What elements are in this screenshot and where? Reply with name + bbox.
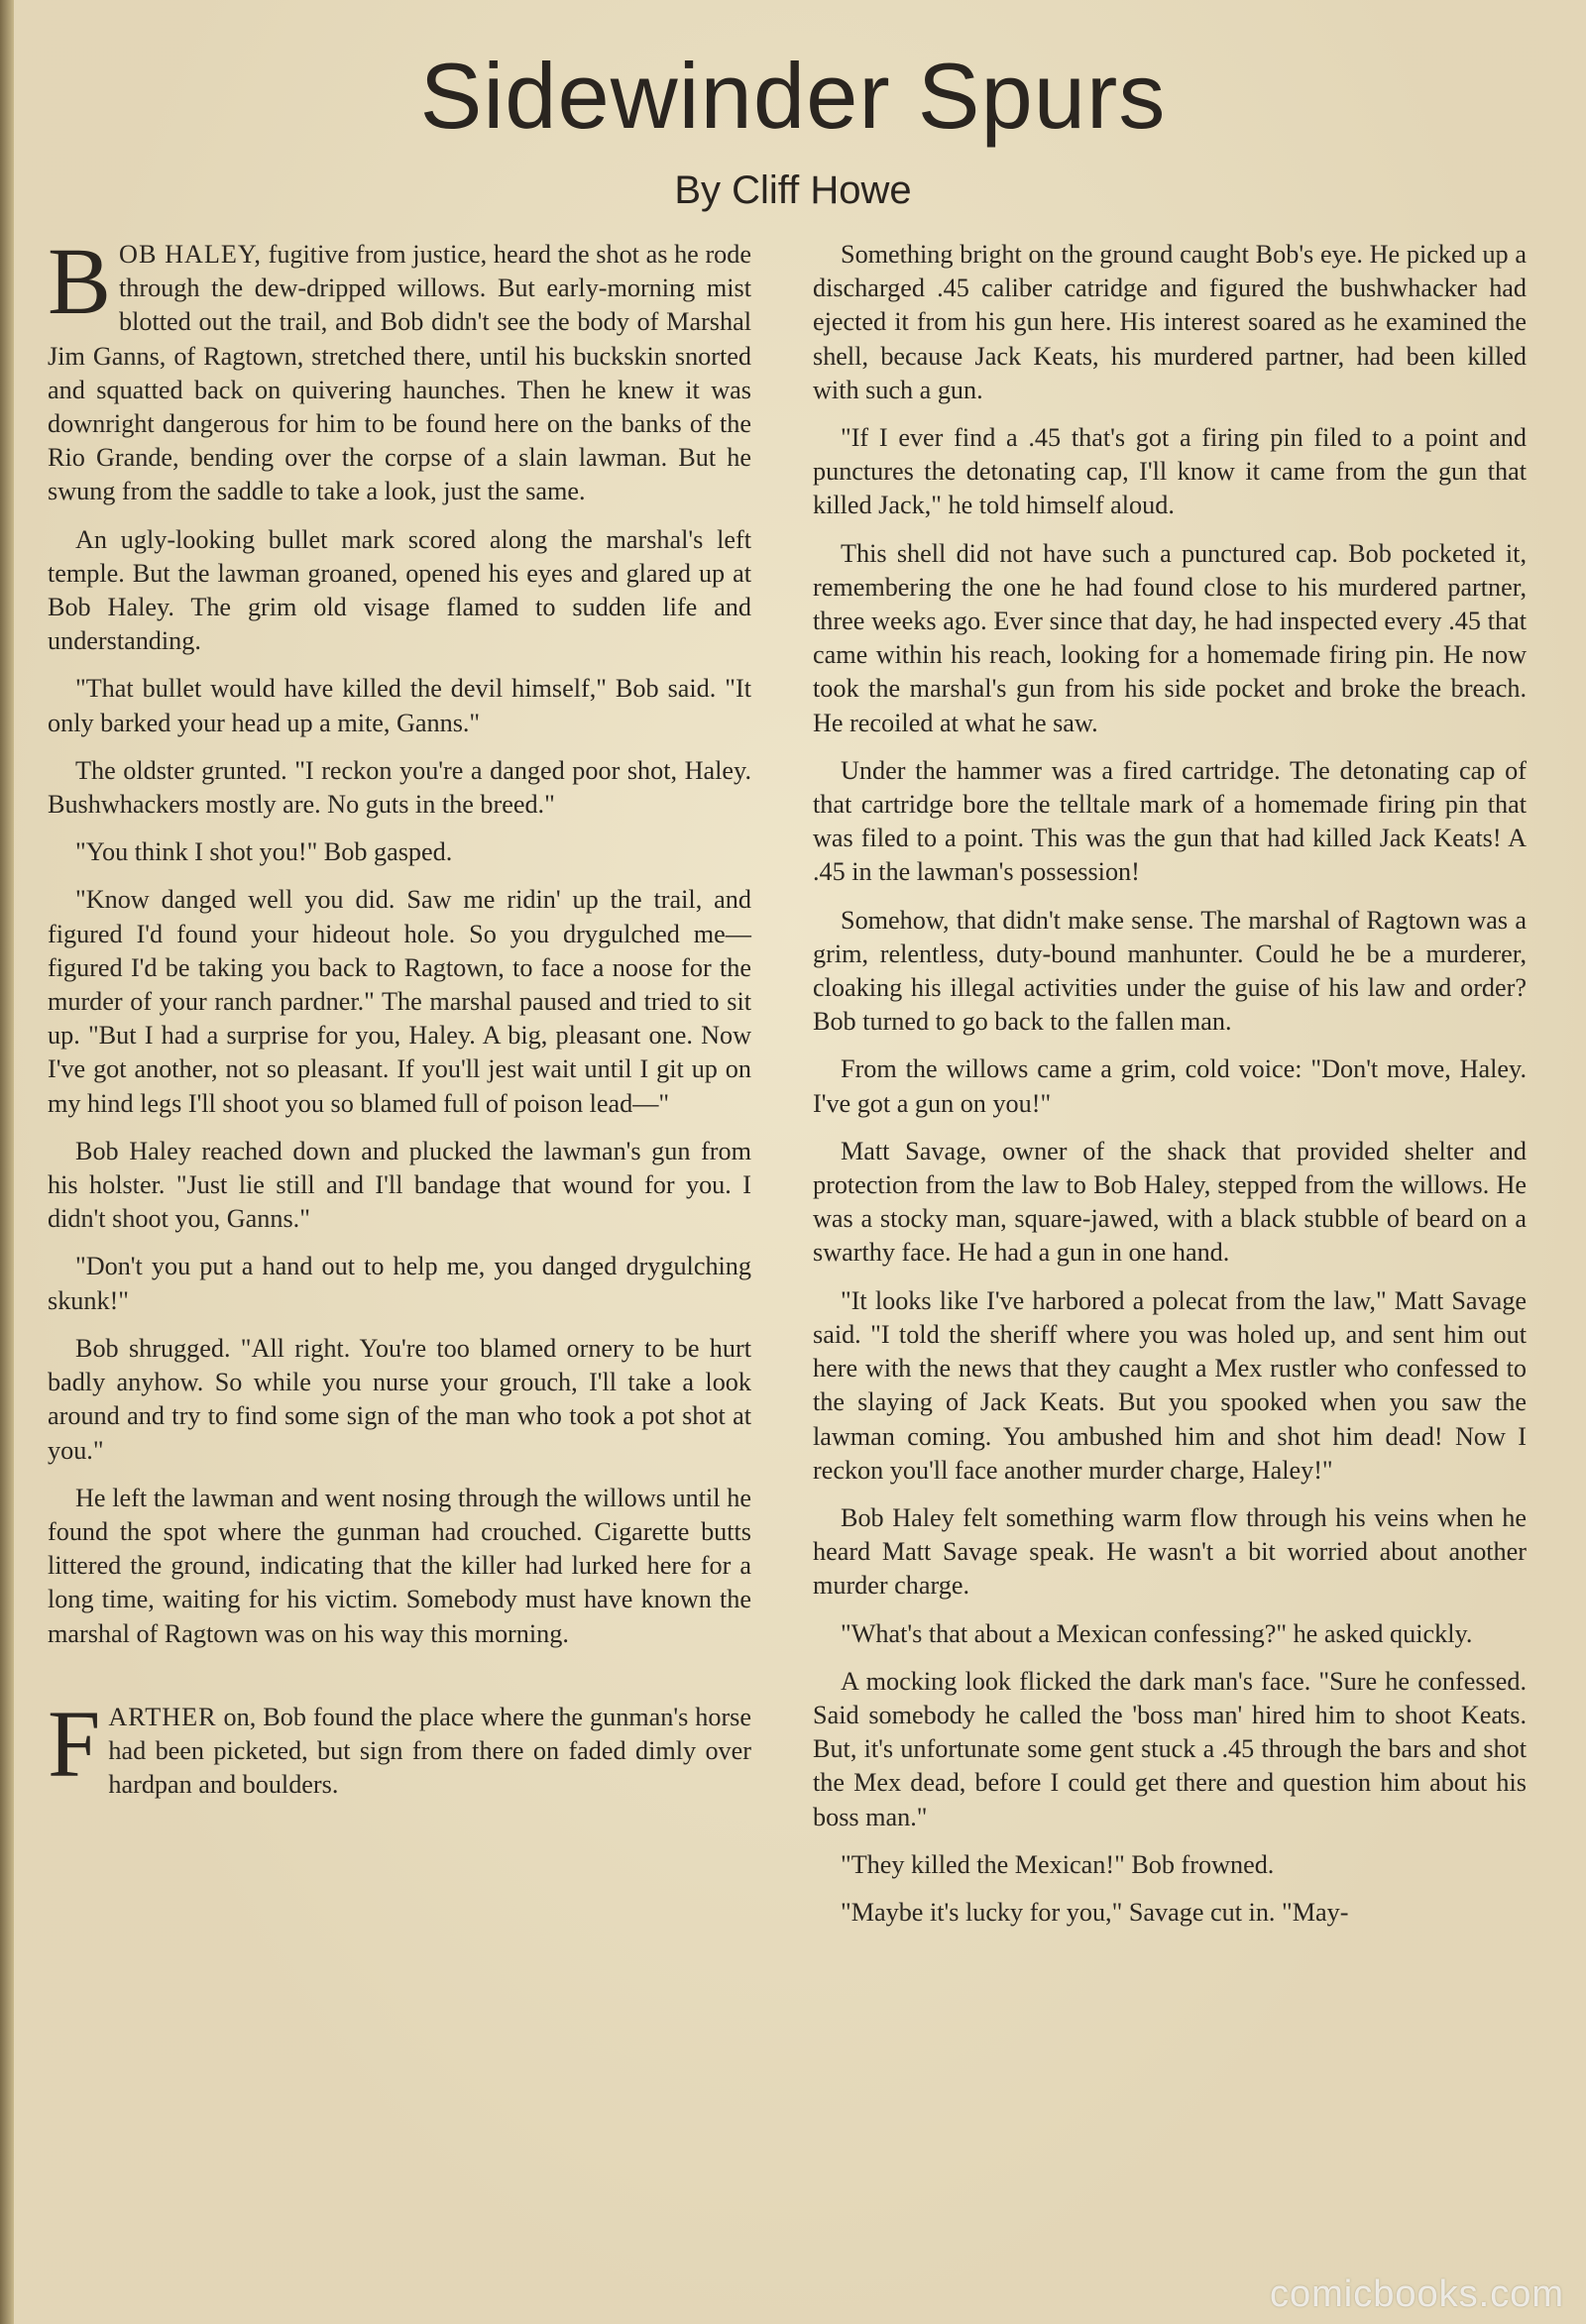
paragraph [48,1690,751,1803]
paragraph: Matt Savage, owner of the shack that provided shelter and protection from the law to Bob Haley, stepped from the willows. He was a stocky man, square-jawed, with a black stubble of beard on a swarthy face. He had a gun in one hand. [813,1136,1527,1268]
story-byline: By Cliff Howe [674,168,912,212]
paragraph: Under the hammer was a fired cartridge. The detonating cap of that cartridge bore the telltale mark of a homemade firing pin that was filed to a point. This was the gun that had killed Jack Keats! A .45 in the lawman's possession! [813,755,1527,887]
story-title: Sidewinder Spurs [419,44,1167,148]
paragraph-text: on, Bob found the place where the gunman's horse had been picketed, but sign from there on faded dimly over hardpan and boulders. [108,1702,751,1800]
paragraph: From the willows came a grim, cold voice: "Don't move, Haley. I've got a gun on you!" [813,1054,1527,1118]
paragraph: A mocking look flicked the dark man's face. "Sure he confessed. Said somebody he called the 'boss man' hired him to shoot Keats. But, it's unfortunate some gent stuck a .45 through the bars and shot the Mex dead, before I could get there and question him about his boss man." [813,1666,1527,1831]
paragraph: "That bullet would have killed the devil himself," Bob said. "It only barked your head up a mite, Ganns." [48,674,751,737]
paragraph: Bob shrugged. "All right. You're too blamed ornery to be hurt badly anyhow. So while you nurse your grouch, I'll take a look around and try to find some sign of the man who took a pot shot at you." [48,1333,751,1465]
paragraph: An ugly-looking bullet mark scored along the marshal's left temple. But the lawman groaned, opened his eyes and glared up at Bob Haley. The grim old visage flamed to sudden life and understanding. [48,524,751,656]
paragraph: "Maybe it's lucky for you," Savage cut in. "May- [841,1897,1349,1927]
paragraph: This shell did not have such a punctured cap. Bob pocketed it, remembering the one he had found close to his murdered partner, three weeks ago. Ever since that day, he had inspected every .45 that came within his reach, looking for a homemade firing pin. He now took the marshal's gun from his side pocket and broke the breach. He recoiled at what he saw. [813,538,1527,737]
left-text-column [48,228,751,1816]
paragraph: He left the lawman and went nosing through the willows until he found the spot where the gunman had crouched. Cigarette butts littered the ground, indicating that the killer had lurked here for a long time, waiting for his victim. Somebody must have known the marshal of Ragtown was on his way this morning. [48,1483,751,1648]
paragraph [48,228,751,509]
paragraph: Bob Haley reached down and plucked the lawman's gun from his holster. "Just lie still and I'll bandage that wound for you. I didn't shoot you, Ganns." [48,1136,751,1234]
lead-in: ARTHER [108,1702,217,1731]
paragraph: "You think I shot you!" Bob gasped. [75,837,453,867]
paragraph: The oldster grunted. "I reckon you're a danged poor shot, Haley. Bushwhackers mostly are. No guts in the breed." [48,755,751,820]
lead-in: OB HALEY, [119,240,262,269]
paragraph-text: fugitive from justice, heard the shot as he rode through the dew-dripped willows. But early-morning mist blotted out the trail, and Bob didn't see the body of Marshal Jim Ganns, of Ragtown, stretched there, until his buckskin snorted and squatted back on quivering haunches. Then he knew it was downright dangerous for him to be found here on the banks of the Rio Grande, bending over the corpse of a slain lawman. But he swung from the saddle to take a look, just the same. [48,240,751,506]
page-binding-edge [0,0,14,2324]
drop-cap: B [48,228,112,334]
drop-cap: F [48,1690,101,1797]
right-text-column [813,238,1527,1943]
paragraph: "Don't you put a hand out to help me, you danged drygulching skunk!" [48,1252,751,1315]
paragraph: "It looks like I've harbored a polecat from the law," Matt Savage said. "I told the sheriff where you was holed up, and sent him out here with the news that they caught a Mex rustler who confessed to the slaying of Jack Keats. But you spooked when you saw the lawman coming. You ambushed him and shot him dead! Now I reckon you'll face another murder charge, Haley!" [813,1285,1527,1485]
paragraph: Somehow, that didn't make sense. The marshal of Ragtown was a grim, relentless, duty-bound manhunter. Could he be a murderer, cloaking his illegal activities under the guise of his law and order? Bob turned to go back to the fallen man. [813,905,1527,1037]
paragraph: "What's that about a Mexican confessing?" he asked quickly. [841,1618,1473,1648]
section-break [48,1665,751,1701]
paragraph: "They killed the Mexican!" Bob frowned. [841,1849,1275,1879]
paragraph: "Know danged well you did. Saw me ridin' up the trail, and figured I'd found your hideout hole. So you drygulched me—figured I'd be taking you back to Ragtown, to face a noose for the murder of your ranch pardner." The marshal paused and tried to sit up. "But I had a surprise for you, Haley. A big, pleasant one. Now I've got another, not so pleasant. If you'll jest wait until I git up on my hind legs I'll shoot you so blamed full of poison lead—" [48,885,751,1118]
site-watermark: comicbooks.com [1270,2273,1564,2315]
paragraph: "If I ever find a .45 that's got a firing pin filed to a point and punctures the detonating cap, I'll know it came from the gun that killed Jack," he told himself aloud. [813,423,1527,520]
paragraph: Something bright on the ground caught Bob's eye. He picked up a discharged .45 caliber catridge and figured the bushwhacker had ejected it from his gun here. His interest soared as he examined the shell, because Jack Keats, his murdered partner, had been killed with such a gun. [813,240,1527,404]
paragraph: Bob Haley felt something warm flow through his veins when he heard Matt Savage speak. He wasn't a bit worried about another murder charge. [813,1502,1527,1601]
